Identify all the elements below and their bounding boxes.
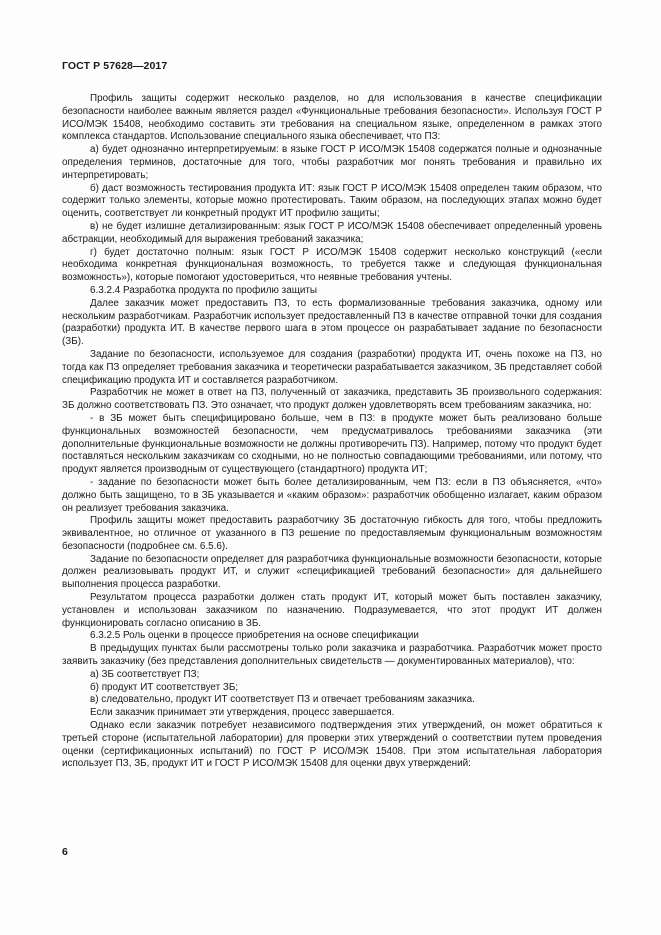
document-header: ГОСТ Р 57628—2017 — [62, 60, 168, 72]
paragraph: Если заказчик принимает эти утверждения, процесс завершается. — [90, 707, 395, 719]
section-heading-6-3-2-4: 6.3.2.4 Разработка продукта по профилю защиты — [90, 284, 317, 296]
paragraph: Разработчик не может в ответ на ПЗ, полученный от заказчика, представить ЗБ произвольного содержания: ЗБ должно соответствовать ПЗ. Это означает, что продукт должен удовлетворять всем требованиям заказчика, но: — [62, 387, 602, 412]
list-item-v: в) не будет излишне детализированным: язык ГОСТ Р ИСО/МЭК 15408 обеспечивает определенный уровень абстракции, необходимый для выражения требований заказчика; — [62, 220, 602, 245]
list-item-g: г) будет достаточно полным: язык ГОСТ Р ИСО/МЭК 15408 содержит несколько конструкций («если необходима конкретная функциональная возможность, то требуется также и следующая функциональная возможность»), которые помогают удостовериться, что неявные требования учтены. — [62, 246, 602, 284]
list-item-b: б) даст возможность тестирования продукта ИТ: язык ГОСТ Р ИСО/МЭК 15408 определен таким образом, что содержит только элементы, которые можно протестировать. Таким образом, на последующих этапах можно будет оценить, соответствует ли конкретный продукт ИТ профилю защиты; — [62, 182, 602, 220]
dash-list-item: - задание по безопасности может быть более детализированным, чем ПЗ: если в ПЗ объясняется, «что» должно быть защищено, то в ЗБ указывается и «каким образом»: разработчик обобщенно излагает, каким образом он реализует требования заказчика. — [62, 476, 602, 514]
paragraph: Результатом процесса разработки должен стать продукт ИТ, который может быть поставлен заказчику, установлен и использован заказчиком по назначению. Подразумевается, что этот продукт ИТ должен функционировать согласно описанию в ЗБ. — [62, 592, 602, 629]
paragraph: Профиль защиты может предоставить разработчику ЗБ достаточную гибкость для того, чтобы предложить эквивалентное, но отличное от указанного в ПЗ решение по предоставляемым функциональным возможностям безопасности (подробнее см. 6.5.6). — [62, 515, 602, 552]
paragraph: Задание по безопасности, используемое для создания (разработки) продукта ИТ, очень похоже на ПЗ, но тогда как ПЗ определяет требования заказчика и теоретически разрабатывается заказчиком, ЗБ представляет собой спецификацию продукта ИТ и составляется разработчиком. — [62, 348, 602, 386]
list-item-a: а) будет однозначно интерпретируемым: в языке ГОСТ Р ИСО/МЭК 15408 содержатся полные и однозначные определения терминов, достаточные для того, чтобы разработчик мог понять требования и правильно их интерпретировать; — [62, 144, 602, 181]
paragraph: Однако если заказчик потребует независимого подтверждения этих утверждений, он может обратиться к третьей стороне (испытательной лаборатории) для проверки этих утверждений о соответствии путем проведения оценки (сертификационных испытаний) по ГОСТ Р ИСО/МЭК 15408. При этом испытательная лаборатория использует ПЗ, ЗБ, продукт ИТ и ГОСТ Р ИСО/МЭК 15408 для оценки двух утверждений: — [62, 720, 602, 770]
paragraph-intro: Профиль защиты содержит несколько разделов, но для использования в качестве спецификации безопасности наиболее важным является раздел «Функциональные требования безопасности». Используя ГОСТ Р ИСО/МЭК 15408, необходимо составить эти требования на специальном языке, определенном в рамках этого комплекса стандартов. Использование специального языка обеспечивает, что ПЗ: — [62, 93, 602, 143]
document-body — [62, 93, 602, 771]
paragraph: Задание по безопасности определяет для разработчика функциональные возможности безопасности, которые должен реализовывать продукт ИТ, и служит «спецификацией требований безопасности» для дальнейшего выполнения процесса разработки. — [62, 553, 602, 591]
paragraph: Далее заказчик может предоставить ПЗ, то есть формализованные требования заказчика, одному или нескольким разработчикам. Разработчик использует предоставленный ПЗ в качестве отправной точки для создания (разработки) продукта ИТ. В качестве первого шага в этом процессе он разрабатывает задание по безопасности (ЗБ). — [62, 297, 602, 348]
section-heading-6-3-2-5: 6.3.2.5 Роль оценки в процессе приобретения на основе спецификации — [90, 630, 419, 642]
dash-list-item: - в ЗБ может быть специфицировано больше, чем в ПЗ: в продукте может быть реализовано больше функциональных возможностей безопасности, чем предусматривалось требованиями заказчика (эти дополнительные функциональные возможности не должны противоречить ПЗ). Например, потому что продукт будет поставляться нескольким заказчикам со сходными, но не полностью совпадающими требованиями, или потому, что продукт является производным от существующего (стандартного) продукта ИТ; — [62, 412, 602, 476]
list-item-a: а) ЗБ соответствует ПЗ; — [90, 668, 200, 680]
list-item-b: б) продукт ИТ соответствует ЗБ; — [90, 681, 239, 693]
page-number: 6 — [62, 846, 68, 858]
paragraph: В предыдущих пунктах были рассмотрены только роли заказчика и разработчика. Разработчик может просто заявить заказчику (без представления дополнительных свидетельств — документированных материалов), что: — [62, 643, 602, 668]
list-item-v: в) следовательно, продукт ИТ соответствует ПЗ и отвечает требованиям заказчика. — [90, 694, 475, 706]
